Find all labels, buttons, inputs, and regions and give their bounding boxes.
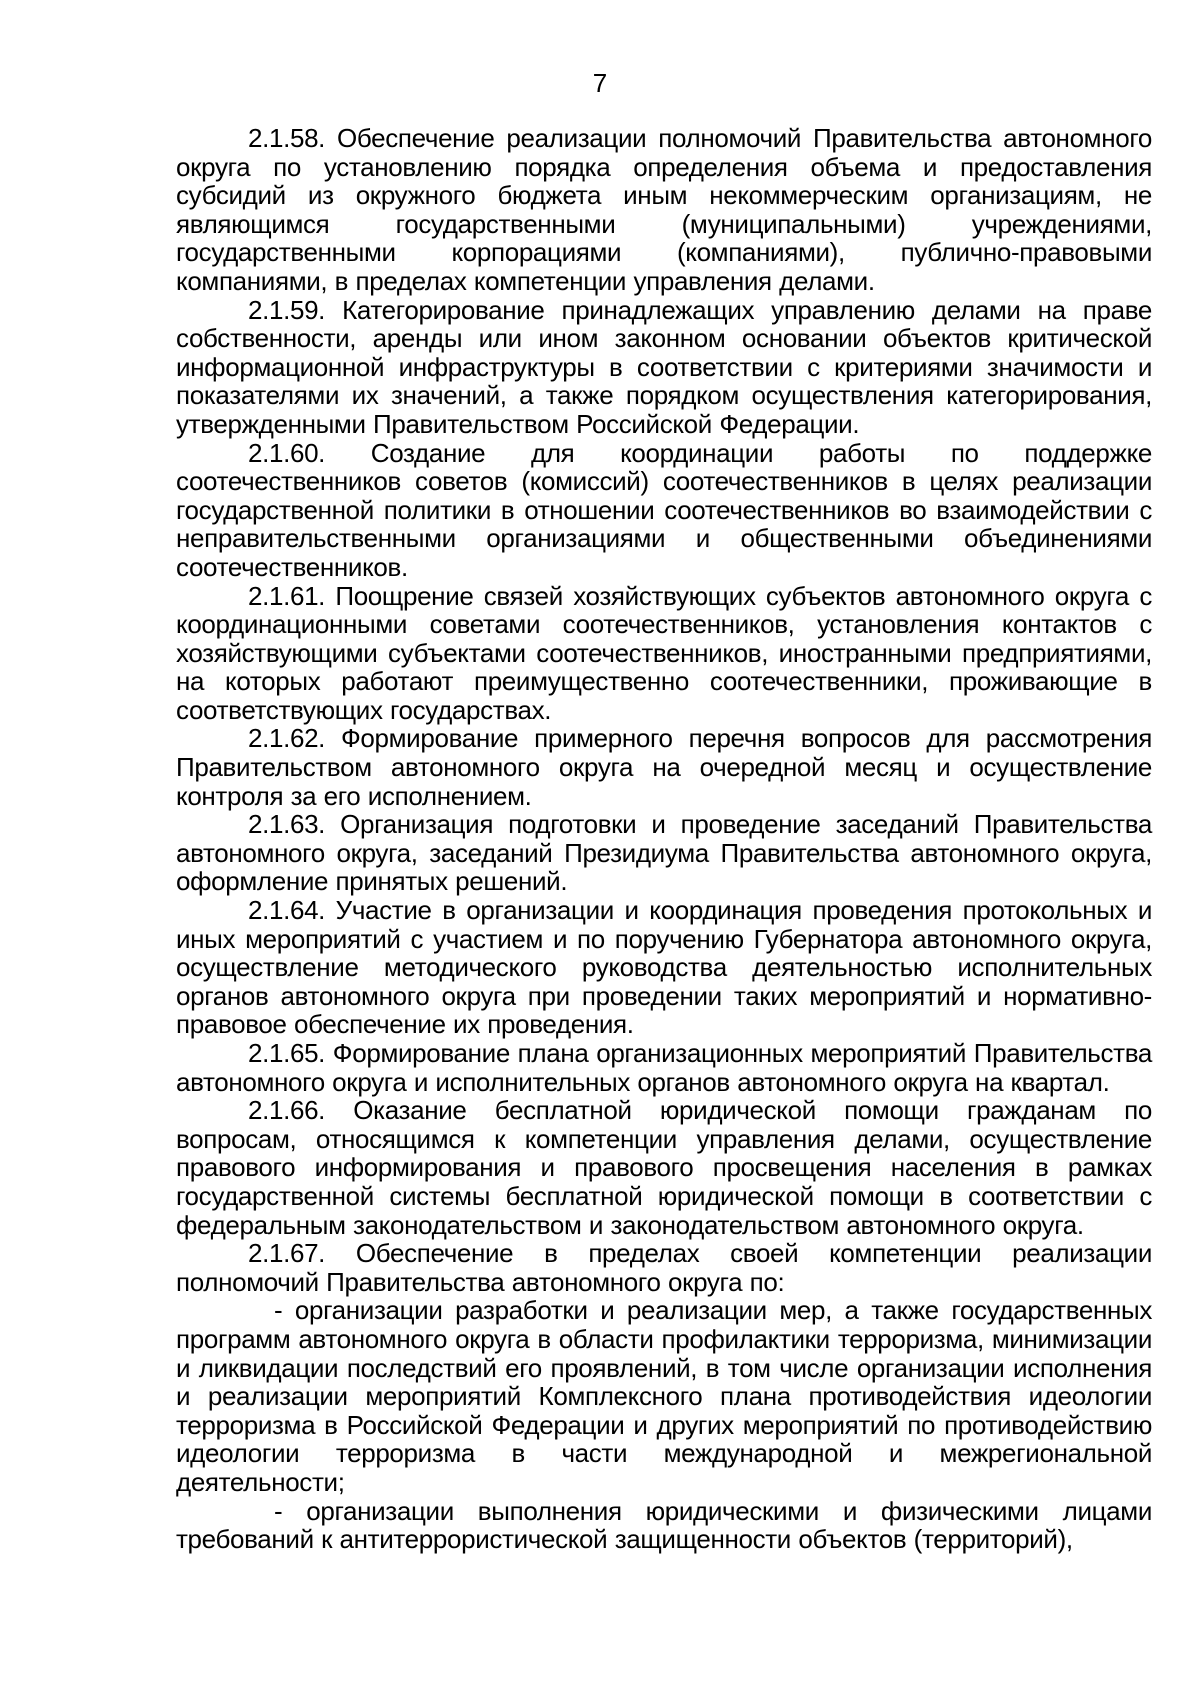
paragraph-2-1-66: 2.1.66. Оказание бесплатной юридической помощи гражданам по вопросам, относящимся к компетенции управления делами, осуществление правового информирования и правового просвещения населения в рамках государственной системы бесплатной юридической помощи в соответствии с федеральным законодательством и законодательством автономного округа. [176,1095,1152,1240]
paragraph-2-1-61: 2.1.61. Поощрение связей хозяйствующих субъектов автономного округа с координационными советами соотечественников, установления контактов с хозяйствующими субъектами соотечественников, иностранными предприятиями, на которых работают преимущественно соотечественники, проживающие в соответствующих государствах. [176,580,1152,725]
document-body [176,124,1152,1554]
list-item-terrorism-prevention: - организации разработки и реализации мер, а также государственных программ автономного округа в области профилактики терроризма, минимизации и ликвидации последствий его проявлений, в том числе организации исполнения и реализации мероприятий Комплексного плана противодействия идеологии терроризма в Российской Федерации и других мероприятий по противодействию идеологии терроризма в части международной и межрегиональной деятельности; [176,1295,1152,1497]
paragraph-2-1-64: 2.1.64. Участие в организации и координация проведения протокольных и иных мероприятий с участием и по поручению Губернатора автономного округа, осуществление методического руководства деятельностью исполнительных органов автономного округа при проведении таких мероприятий и нормативно-правовое обеспечение их проведения. [176,895,1152,1040]
paragraph-2-1-67: 2.1.67. Обеспечение в пределах своей компетенции реализации полномочий Правительства автономного округа по: [176,1238,1152,1297]
page-number: 7 [592,68,608,98]
list-item-antiterrorist-protection: - организации выполнения юридическими и физическими лицами требований к антитеррористической защищенности объектов (территорий), [176,1495,1152,1555]
paragraph-2-1-59: 2.1.59. Категорирование принадлежащих управлению делами на праве собственности, аренды или ином законном основании объектов критической информационной инфраструктуры в соответствии с критериями значимости и показателями их значений, а также порядком осуществления категорирования, утвержденными Правительством Российской Федерации. [176,294,1152,439]
paragraph-2-1-60: 2.1.60. Создание для координации работы по поддержке соотечественников советов (комиссий) соотечественников в целях реализации государственной политики в отношении соотечественников во взаимодействии с неправительственными организациями и общественными объединениями соотечественников. [176,437,1152,582]
paragraph-2-1-65: 2.1.65. Формирование плана организационных мероприятий Правительства автономного округа и исполнительных органов автономного округа на квартал. [176,1038,1152,1097]
paragraph-2-1-63: 2.1.63. Организация подготовки и проведение заседаний Правительства автономного округа, заседаний Президиума Правительства автономного округа, оформление принятых решений. [176,809,1152,897]
paragraph-2-1-62: 2.1.62. Формирование примерного перечня вопросов для рассмотрения Правительством автономного округа на очередной месяц и осуществление контроля за его исполнением. [176,723,1152,811]
paragraph-2-1-58: 2.1.58. Обеспечение реализации полномочий Правительства автономного округа по установлению порядка определения объема и предоставления субсидий из окружного бюджета иным некоммерческим организациям, не являющимся государственными (муниципальными) учреждениями, государственными корпорациями (компаниями), публично-правовыми компаниями, в пределах компетенции управления делами. [176,123,1152,296]
